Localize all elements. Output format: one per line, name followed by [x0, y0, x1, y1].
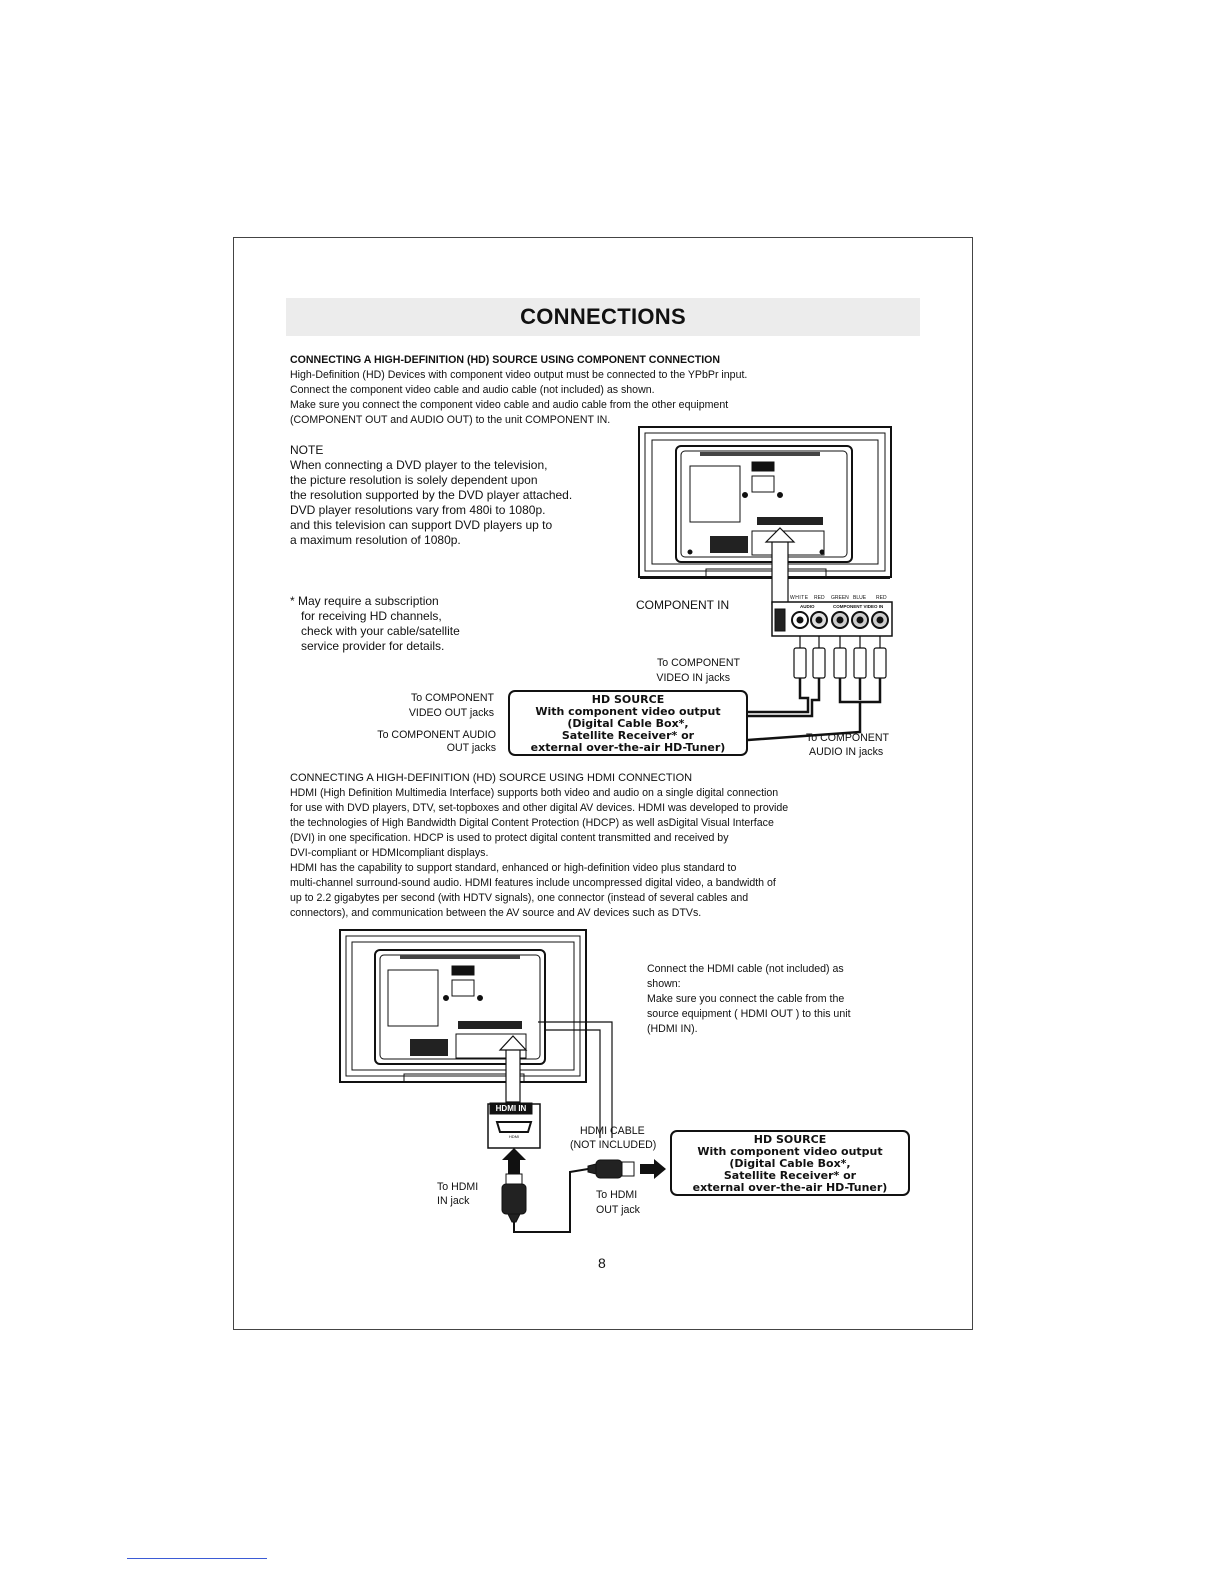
note-line: the picture resolution is solely dependent upon: [290, 473, 538, 487]
rca-plugs: [794, 636, 886, 678]
footer-rule: [127, 1558, 267, 1559]
to-component-video-out: VIDEO OUT jacks: [408, 707, 494, 719]
jack-color-red: RED: [814, 595, 825, 601]
note-line: the resolution supported by the DVD player attached.: [290, 488, 573, 502]
hdmi-guide-lines: [538, 1022, 612, 1138]
hd-source-box-hdmi: [670, 1130, 910, 1196]
page-title: CONNECTIONS: [520, 304, 686, 329]
hdmi-plug-horizontal: [588, 1160, 634, 1178]
to-component-audio-in: To COMPONENT: [806, 732, 889, 744]
hdmi-line: DVI-compliant or HDMIcompliant displays.: [290, 847, 489, 859]
to-component-audio-in: AUDIO IN jacks: [809, 746, 884, 758]
component-line: High-Definition (HD) Devices with component video output must be connected to the YPbPr input.: [290, 369, 748, 381]
note-line: a maximum resolution of 1080p.: [290, 533, 461, 547]
hdmi-instruction: Connect the HDMI cable (not included) as: [647, 963, 844, 975]
component-heading: CONNECTING A HIGH-DEFINITION (HD) SOURCE USING COMPONENT CONNECTION: [290, 354, 721, 366]
note-line: When connecting a DVD player to the television,: [290, 458, 548, 472]
hd-source-line: external over-the-air HD-Tuner): [692, 1181, 888, 1194]
hdmi-heading: CONNECTING A HIGH-DEFINITION (HD) SOURCE USING HDMI CONNECTION: [290, 772, 693, 784]
jack-color-white: WHITE: [790, 595, 809, 601]
to-component-video-out: To COMPONENT: [411, 692, 494, 704]
tv-back-component: [639, 427, 891, 578]
jack-color-blue: BLUE: [853, 595, 867, 601]
hdmi-line: HDMI has the capability to support standard, enhanced or high-definition video plus standard to: [290, 862, 737, 874]
hdmi-port-text: HDMI: [508, 1134, 520, 1139]
to-component-audio-out: OUT jacks: [446, 742, 496, 754]
to-hdmi-out: To HDMI: [596, 1189, 638, 1201]
page-number: 8: [598, 1255, 606, 1271]
hd-source-box-component: [508, 690, 748, 756]
hdmi-instruction: Make sure you connect the cable from the: [647, 993, 845, 1005]
to-hdmi-in: To HDMI: [437, 1181, 479, 1193]
hd-source-line: HD SOURCE: [753, 1133, 827, 1146]
tv-back-hdmi: [340, 930, 586, 1082]
hd-source-line: Satellite Receiver* or: [723, 1169, 857, 1182]
hdmi-line: for use with DVD players, DTV, set-topboxes and other digital AV devices. HDMI was developed to provide: [290, 802, 789, 814]
jack-color-green: GREEN: [831, 595, 849, 601]
hdmi-line: up to 2.2 gigabytes per second (with HDTV signals), one connector (instead of several cables and: [290, 892, 749, 904]
subscription-line: for receiving HD channels,: [301, 609, 442, 623]
hd-source-line: With component video output: [535, 705, 721, 718]
arrow-hdmi-out-right: [640, 1159, 666, 1179]
subscription-line: * May require a subscription: [290, 594, 439, 608]
hd-source-line: Satellite Receiver* or: [561, 729, 695, 742]
subscription-line: check with your cable/satellite: [301, 624, 460, 638]
arrow-hdmi-plug-up: [502, 1148, 526, 1174]
hd-source-line: With component video output: [697, 1145, 883, 1158]
hdmi-line: connectors), and communication between the AV source and AV devices such as DTVs.: [290, 907, 702, 919]
jack-panel-audio: AUDIO: [800, 604, 815, 609]
arrow-hdmi-in: [500, 1036, 526, 1102]
component-in-label: COMPONENT IN: [636, 598, 730, 612]
to-hdmi-out: OUT jack: [596, 1204, 640, 1216]
hd-source-line: (Digital Cable Box*,: [567, 717, 689, 730]
component-line: Connect the component video cable and audio cable (not included) as shown.: [290, 384, 655, 396]
subscription-line: service provider for details.: [301, 639, 445, 653]
hdmi-instruction: (HDMI IN).: [647, 1023, 698, 1035]
hd-source-line: external over-the-air HD-Tuner): [530, 741, 726, 754]
hdmi-line: the technologies of High Bandwidth Digital Content Protection (HDCP) as well asDigital Visual Interface: [290, 817, 774, 829]
hdmi-instruction: shown:: [647, 978, 681, 990]
jack-color-red2: RED: [876, 595, 887, 601]
component-line: (COMPONENT OUT and AUDIO OUT) to the unit COMPONENT IN.: [290, 414, 611, 426]
hdmi-cable-label: HDMI CABLE: [580, 1125, 645, 1137]
to-component-video-in: To COMPONENT: [657, 657, 740, 669]
hdmi-line: multi-channel surround-sound audio. HDMI features include uncompressed digital video, a bandwidth of: [290, 877, 776, 889]
to-component-video-in: VIDEO IN jacks: [656, 672, 730, 684]
arrow-component-in: [766, 528, 794, 604]
hdmi-line: HDMI (High Definition Multimedia Interface) supports both video and audio on a single digital connection: [290, 787, 779, 799]
hd-source-line: HD SOURCE: [591, 693, 665, 706]
note-label: NOTE: [290, 443, 324, 457]
note-line: and this television can support DVD players up to: [290, 518, 553, 532]
jack-panel-video: COMPONENT VIDEO IN: [833, 604, 884, 609]
hd-source-line: (Digital Cable Box*,: [729, 1157, 851, 1170]
hdmi-cable-label: (NOT INCLUDED): [570, 1139, 657, 1151]
hdmi-in-label: HDMI IN: [495, 1104, 527, 1113]
to-hdmi-in: IN jack: [437, 1195, 470, 1207]
hdmi-instruction: source equipment ( HDMI OUT ) to this unit: [647, 1008, 851, 1020]
to-component-audio-out: To COMPONENT AUDIO: [377, 729, 496, 741]
hdmi-plug-vertical: [502, 1174, 526, 1222]
note-line: DVD player resolutions vary from 480i to 1080p.: [290, 503, 546, 517]
component-line: Make sure you connect the component video cable and audio cable from the other equipment: [290, 399, 729, 411]
hdmi-line: (DVI) in one specification. HDCP is used to protect digital content transmitted and received by: [290, 832, 729, 844]
